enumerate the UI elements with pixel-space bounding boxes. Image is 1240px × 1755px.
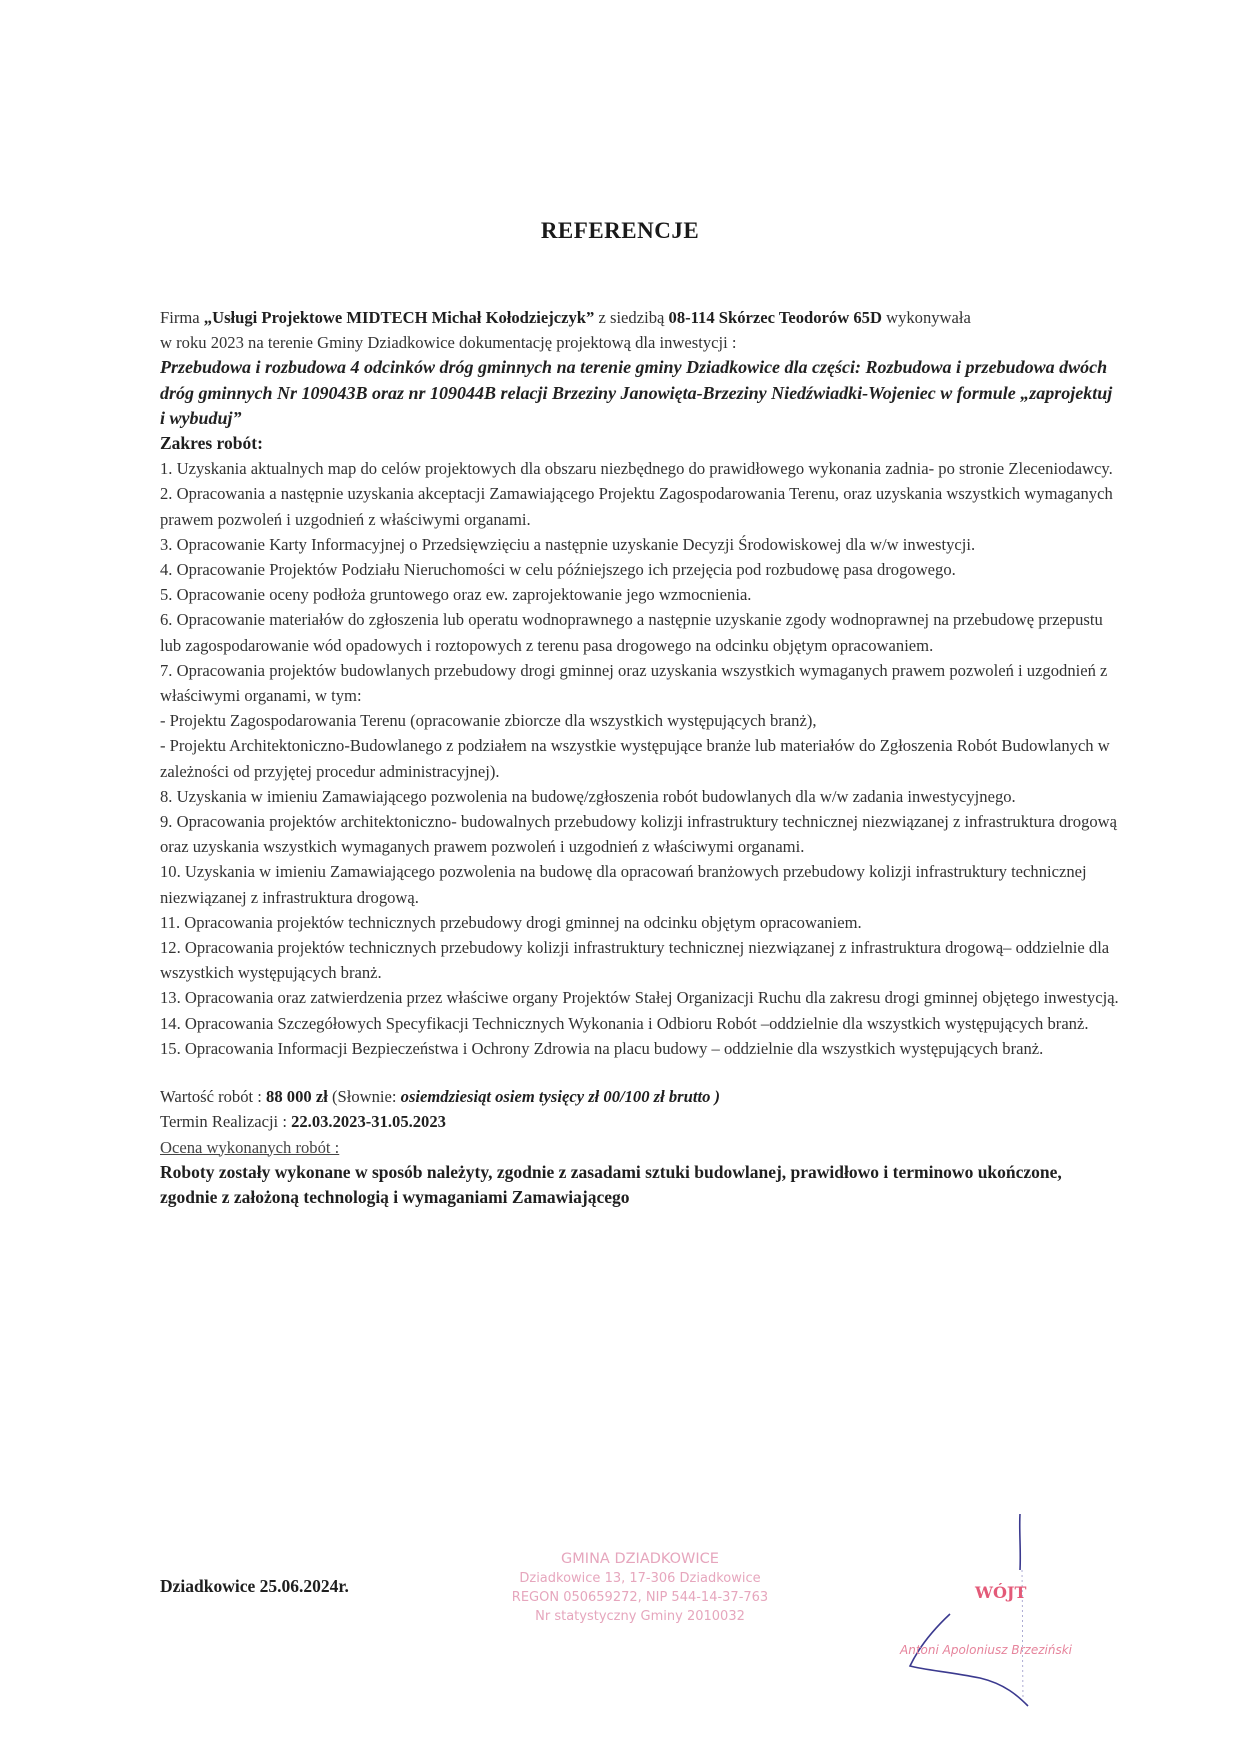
firm-address: 08-114 Skórzec Teodorów 65D [668,308,882,327]
seat-suffix: wykonywała [881,308,971,327]
scope-item: 1. Uzyskania aktualnych map do celów projektowych dla obszaru niezbędnego do prawidłowego wykonania zadnia- po stronie Zleceniodawcy. [160,459,1113,479]
term-label: Termin Realizacji : [160,1112,292,1132]
scope-item: 4. Opracowanie Projektów Podziału Nieruchomości w celu późniejszego ich przejęcia pod rozbudowę pasa drogowego. [160,560,956,580]
scope-item: 6. Opracowanie materiałów do zgłoszenia lub operatu wodnoprawnego a następnie uzyskanie zgody wodnoprawnej na przebudowę przepustu lub zagospodarowanie wód opadowych i roztopowych z terenu pasa drogowego na odcinku objętym opracowaniem. [160,610,1103,655]
value-words-prefix: (Słownie: [327,1087,401,1107]
value-block [160,1084,1120,1134]
scope-item: 12. Opracowania projektów technicznych przebudowy kolizji infrastruktury technicznej niezwiązanej z infrastruktura drogową– oddzielnie dla wszystkich występujących branż. [160,938,1110,983]
rating-text: Roboty zostały wykonane w sposób należyty, zgodnie z zasadami sztuki budowlanej, prawidłowo i terminowo ukończone, zgodnie z założoną technologią i wymaganiami Zamawiającego [160,1161,1062,1207]
stamp-name: GMINA DZIADKOWICE [561,1551,719,1567]
firm-name: „Usługi Projektowe MIDTECH Michał Kołodziejczyk” [203,308,595,327]
value-words: osiemdziesiąt osiem tysięcy zł 00/100 zł brutto ) [400,1087,721,1107]
place-and-date: Dziadkowice 25.06.2024r. [160,1576,349,1596]
handwritten-signature-icon [880,1510,1080,1710]
scope-item: 8. Uzyskania w imieniu Zamawiającego pozwolenia na budowę/zgłoszenia robót budowlanych dla w/w zadania inwestycyjnego. [160,786,1016,806]
municipality-stamp [470,1550,810,1626]
scope-subitem: - Projektu Architektoniczno-Budowlanego z podziałem na wszystkie występujące branże lub materiałów do Zgłoszenia Robót Budowlanych w zależności od przyjętej procedur administracyjnej). [160,736,1110,781]
stamp-address: Dziadkowice 13, 17-306 Dziadkowice [519,1571,761,1586]
intro-paragraph [160,305,1120,330]
scope-subitem: - Projektu Zagospodarowania Terenu (opracowanie zbiorcze dla wszystkich występujących branż), [160,711,817,731]
completion-term [160,1109,1120,1134]
seat-prefix: z siedzibą [594,308,669,327]
value-label: Wartość robót : [160,1087,267,1107]
scope-item: 10. Uzyskania w imieniu Zamawiającego pozwolenia na budowę dla opracowań branżowych przebudowy kolizji infrastruktury technicznej niezwiązanej z infrastruktura drogową. [160,862,1087,907]
scope-item: 9. Opracowania projektów architektoniczno- budowalnych przebudowy kolizji infrastruktury technicznej niezwiązanej z infrastruktura drogową oraz uzyskania wszystkich wymaganych prawem pozwoleń i uzgodnień z właściwymi organami. [160,812,1118,857]
term-dates: 22.03.2023-31.05.2023 [291,1112,446,1132]
signatory-name: Antoni Apoloniusz Brzeziński [900,1643,1072,1657]
works-value [160,1084,1120,1109]
value-amount: 88 000 zł [266,1087,328,1107]
document-title: REFERENCJE [540,218,700,243]
scope-item: 2. Opracowania a następnie uzyskania akceptacji Zamawiającego Projektu Zagospodarowania Terenu, oraz uzyskania wszystkich wymaganych prawem pozwoleń i uzgodnień z właściwymi organami. [160,484,1113,529]
stamp-stat-number: Nr statystyczny Gminy 2010032 [535,1609,745,1624]
document-body [160,305,1120,1210]
intro-line-2: w roku 2023 na terenie Gminy Dziadkowice dokumentację projektową dla inwestycji : [160,333,737,353]
scope-item: 3. Opracowanie Karty Informacyjnej o Przedsięwzięciu a następnie uzyskanie Decyzji Środowiskowej dla w/w inwestycji. [160,534,976,554]
scope-list [160,456,1120,1061]
stamp-ids: REGON 050659272, NIP 544-14-37-763 [511,1590,769,1605]
scope-item: 14. Opracowania Szczegółowych Specyfikacji Technicznych Wykonania i Odbioru Robót –oddzielnie dla wszystkich występujących branż. [160,1013,1089,1033]
signatory-role: WÓJT [975,1583,1027,1602]
scope-heading: Zakres robót: [160,433,263,454]
investment-title: Przebudowa i rozbudowa 4 odcinków dróg gminnych na terenie gminy Dziadkowice dla części: Rozbudowa i przebudowa dwóch dróg gminnych Nr 109043B oraz nr 109044B relacji Brzeziny Janowięta-Brzeziny Niedźwiadki-Wojeniec w formule „zaprojektuj i wybuduj” [160,357,1113,428]
scope-item: 11. Opracowania projektów technicznych przebudowy drogi gminnej na odcinku objętym opracowaniem. [160,912,862,932]
scope-item: 5. Opracowanie oceny podłoża gruntowego oraz ew. zaprojektowanie jego wzmocnienia. [160,585,752,605]
scope-item: 7. Opracowania projektów budowlanych przebudowy drogi gminnej oraz uzyskania wszystkich wymaganych prawem pozwoleń i uzgodnień z właściwymi organami, w tym: [160,660,1108,706]
scope-item: 13. Opracowania oraz zatwierdzenia przez właściwe organy Projektów Stałej Organizacji Ruchu dla zakresu drogi gminnej objętego inwestycją. [160,988,1119,1008]
scope-item: 15. Opracowania Informacji Bezpieczeństwa i Ochrony Zdrowia na placu budowy – oddzielnie dla wszystkich występujących branż. [160,1038,1044,1058]
intro-prefix: Firma [160,308,204,327]
rating-heading: Ocena wykonanych robót : [160,1137,340,1157]
